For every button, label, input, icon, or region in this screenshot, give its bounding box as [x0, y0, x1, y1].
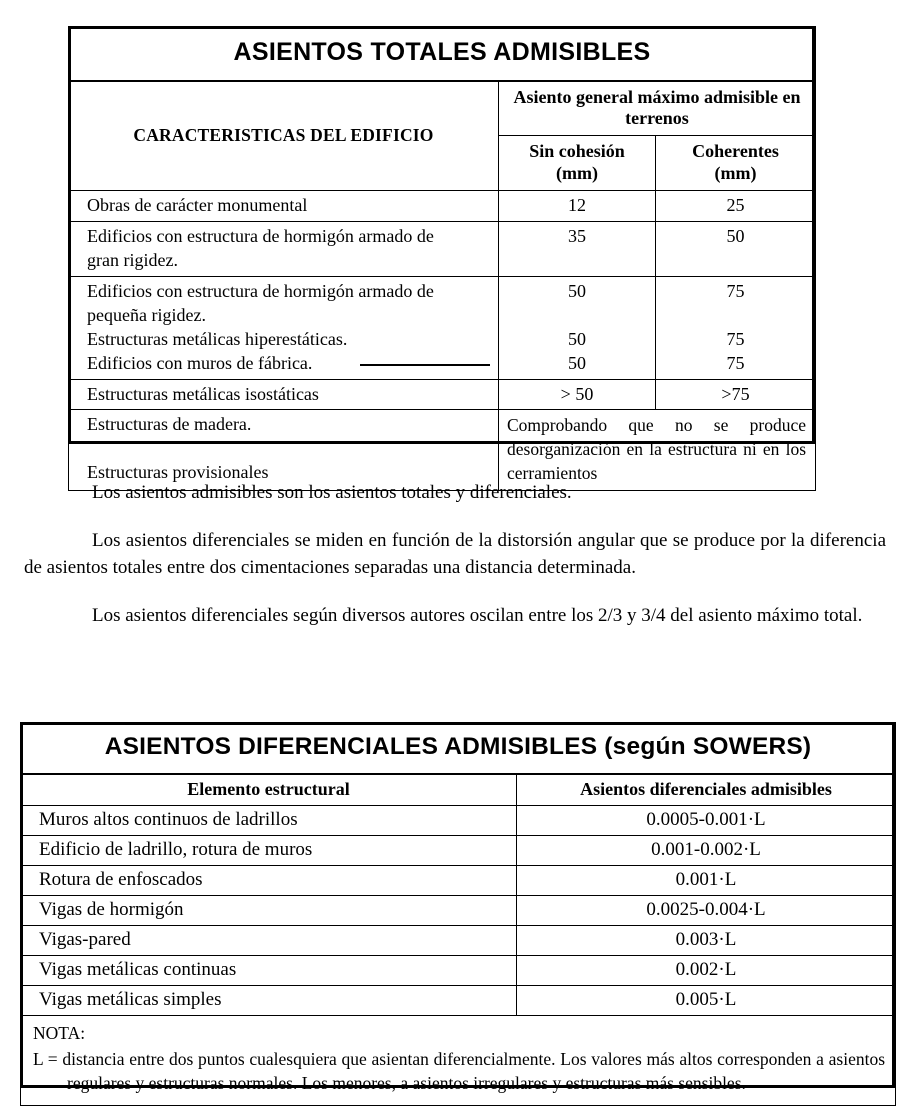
header-sin-cohesion-unit: (mm) — [556, 162, 598, 183]
table-row — [21, 926, 896, 956]
row-element: Vigas metálicas continuas — [21, 956, 517, 986]
table-row — [69, 221, 816, 276]
row-desc-line1: Estructuras de madera. — [87, 414, 252, 435]
header-elemento-estructural: Elemento estructural — [21, 774, 517, 806]
header-sin-cohesion — [499, 136, 656, 190]
table-row — [69, 379, 816, 410]
table-row — [21, 896, 896, 926]
table-row — [21, 866, 896, 896]
nota-cell — [21, 1016, 896, 1106]
header-asientos-diferenciales-admisibles: Asientos diferenciales admisibles — [517, 774, 896, 806]
row-element: Vigas-pared — [21, 926, 517, 956]
table-row — [21, 956, 896, 986]
prose-block — [24, 480, 886, 630]
table-row — [21, 806, 896, 836]
value-3: 75 — [726, 328, 745, 349]
paragraph-proporcion-asiento: Los asientos diferenciales según diversos autores oscilan entre los 2/3 y 3/4 del asiento máximo total. — [92, 604, 863, 626]
paragraph-asientos-admisibles: Los asientos admisibles son los asientos totales y diferenciales. — [92, 482, 572, 503]
row-desc: Obras de carácter monumental — [69, 190, 499, 221]
nota-label: NOTA: — [33, 1023, 86, 1043]
row-coherentes — [656, 276, 816, 379]
row-desc-line2: pequeña rigidez. — [87, 304, 206, 325]
paragraph-distorsion-angular: Los asientos diferenciales se miden en función de la distorsión angular que se produce por la diferencia de asientos totales entre dos cimentaciones separadas una distancia determinada. — [24, 529, 886, 578]
table-artifact-rule — [360, 364, 490, 366]
header-sin-cohesion-line1: Sin cohesión — [529, 141, 625, 162]
header-caracteristicas-edificio: CARACTERISTICAS DEL EDIFICIO — [69, 81, 499, 190]
asientos-totales-table — [68, 26, 816, 491]
row-coherentes: >75 — [656, 379, 816, 410]
row-value: 0.002·L — [517, 956, 896, 986]
table-row — [21, 986, 896, 1016]
row-value: 0.003·L — [517, 926, 896, 956]
row-value: 0.0005-0.001·L — [517, 806, 896, 836]
row-element: Vigas de hormigón — [21, 896, 517, 926]
table-title-row — [69, 27, 816, 82]
header-asiento-general-maximo: Asiento general máximo admisible en terrenos — [499, 81, 816, 136]
spacer — [87, 437, 494, 461]
row-desc — [69, 410, 499, 491]
row-value: 0.0025-0.004·L — [517, 896, 896, 926]
asientos-diferenciales-table — [20, 722, 896, 1106]
row-desc-line2: gran rigidez. — [87, 249, 178, 270]
row-desc: Estructuras metálicas isostáticas — [69, 379, 499, 410]
row-element: Vigas metálicas simples — [21, 986, 517, 1016]
row-element: Edificio de ladrillo, rotura de muros — [21, 836, 517, 866]
table-row — [69, 410, 816, 491]
row-desc-line4: Edificios con muros de fábrica. — [87, 352, 313, 373]
table-note-row — [21, 1016, 896, 1106]
value-1: 50 — [568, 280, 586, 301]
row-sin-cohesion — [499, 276, 656, 379]
asientos-diferenciales-title: ASIENTOS DIFERENCIALES ADMISIBLES (según SOWERS) — [21, 723, 896, 775]
row-sin-cohesion: 12 — [499, 190, 656, 221]
spacer — [503, 304, 651, 328]
spacer — [660, 304, 811, 328]
table-title-row — [21, 723, 896, 775]
row-desc-line1: Edificios con estructura de hormigón armado de — [87, 280, 434, 301]
value-3: 50 — [568, 328, 586, 349]
row-desc-line2: Estructuras provisionales — [87, 462, 269, 483]
row-value: 0.005·L — [517, 986, 896, 1016]
table-header-row — [21, 774, 896, 806]
row-desc — [69, 221, 499, 276]
row-desc-line3: Estructuras metálicas hiperestáticas. — [87, 328, 348, 349]
nota-body: L = distancia entre dos puntos cualesquiera que asientan diferencialmente. Los valores más altos corresponden a asientos regulares y estructuras normales. Los menores, a asientos irregulares y estructuras más sensibles. — [33, 1048, 886, 1093]
row-coherentes: 50 — [656, 221, 816, 276]
row-coherentes: 25 — [656, 190, 816, 221]
row-element: Muros altos continuos de ladrillos — [21, 806, 517, 836]
header-coherentes-unit: (mm) — [714, 162, 757, 183]
header-coherentes-line1: Coherentes — [692, 141, 779, 162]
table-row — [21, 836, 896, 866]
asientos-totales-title: ASIENTOS TOTALES ADMISIBLES — [69, 27, 816, 82]
table-row — [69, 190, 816, 221]
row-element: Rotura de enfoscados — [21, 866, 517, 896]
row-comprobacion-note: Comprobando que no se produce desorganización en la estructura ni en los cerramientos — [499, 410, 816, 491]
value-4: 75 — [726, 352, 745, 373]
row-value: 0.001-0.002·L — [517, 836, 896, 866]
value-1: 75 — [726, 280, 745, 301]
header-coherentes — [656, 136, 816, 190]
row-sin-cohesion: 35 — [499, 221, 656, 276]
row-desc-line1: Edificios con estructura de hormigón armado de — [87, 225, 434, 246]
table-header-row — [69, 81, 816, 136]
row-sin-cohesion: > 50 — [499, 379, 656, 410]
value-4: 50 — [568, 352, 586, 373]
row-value: 0.001·L — [517, 866, 896, 896]
